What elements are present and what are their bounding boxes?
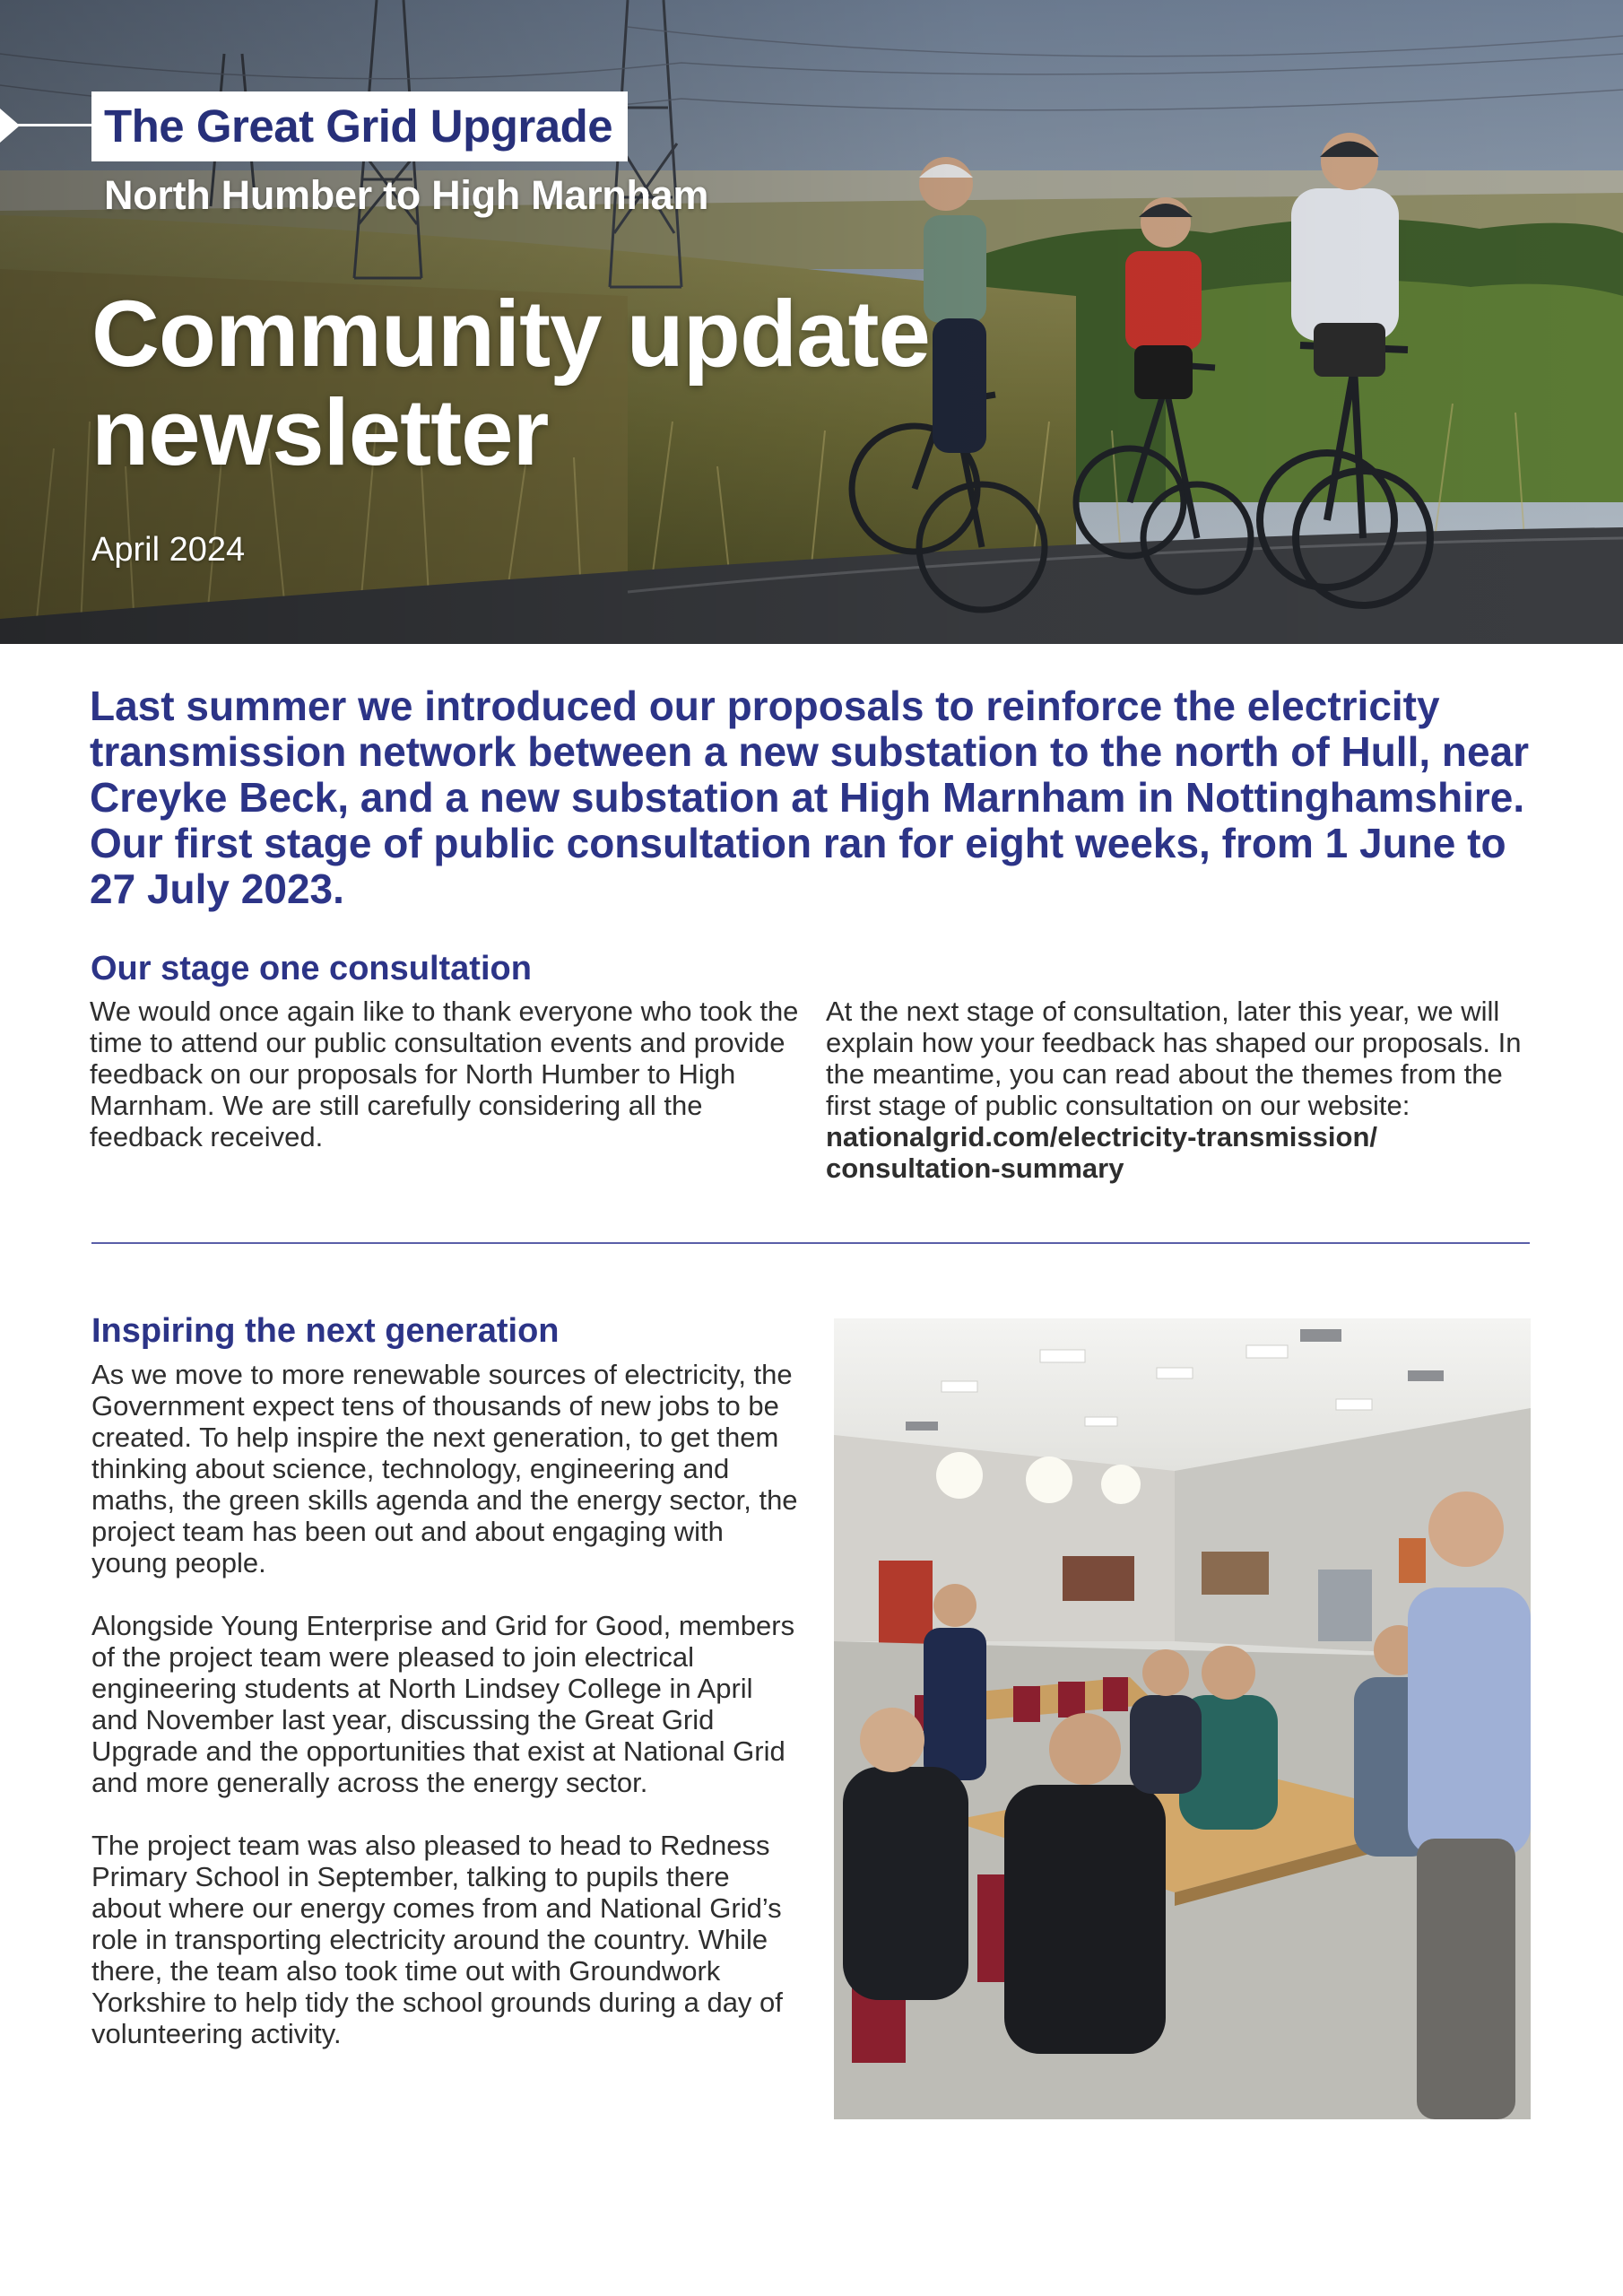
inspiring-paragraph-3: The project team was also pleased to head to Redness Primary School in September, talking to pupils there about where our energy comes from and National Grid’s role in transporting electricity around the country. While there, the team also took time out with Groundwork Yorkshire to help tidy the school grounds during a day of volunteering activity. bbox=[91, 1830, 783, 2049]
page-title bbox=[91, 282, 1078, 485]
inspiring-heading: Inspiring the next generation bbox=[91, 1312, 560, 1350]
brand-title: The Great Grid Upgrade bbox=[91, 91, 628, 161]
inspiring-paragraph-2: Alongside Young Enterprise and Grid for Good, members of the project team were pleased to join electrical engineering students at North Lindsey College in April and November last year, discussing the Great Grid Upgrade and the opportunities that exist at National Grid and more generally across the energy sector. bbox=[91, 1610, 795, 1798]
page-title-line-1: Community update bbox=[91, 282, 930, 387]
project-name: North Humber to High Marnham bbox=[104, 172, 709, 218]
classroom-photo bbox=[834, 1318, 1531, 2119]
consultation-link-line-1: nationalgrid.com/electricity-transmission/ bbox=[826, 1121, 1377, 1152]
consultation-link-line-2: consultation-summary bbox=[826, 1152, 1124, 1184]
consultation-summary-link[interactable] bbox=[826, 1121, 1539, 1184]
hero-banner bbox=[0, 0, 1623, 644]
page-title-line-2: newsletter bbox=[91, 380, 549, 485]
inspiring-column bbox=[91, 1359, 800, 2049]
intro-lead: Last summer we introduced our proposals to reinforce the electricity transmission network between a new substation to the north of Hull, near Creyke Beck, and a new substation at High Marnham in Nottinghamshire. Our first stage of public consultation ran for eight weeks, from 1 June to 27 July 2023. bbox=[90, 683, 1530, 912]
consultation-left-column bbox=[90, 996, 803, 1152]
consultation-right-column bbox=[826, 996, 1539, 1184]
consultation-right-paragraph: At the next stage of consultation, later this year, we will explain how your feedback has shaped our proposals. In the meantime, you can read about the themes from the first stage of public consultation on our website: bbox=[826, 996, 1522, 1121]
section-divider bbox=[91, 1242, 1530, 1244]
inspiring-paragraph-1: As we move to more renewable sources of electricity, the Government expect tens of thousands of new jobs to be created. To help inspire the next generation, to get them thinking about science, technology, engineering and maths, the green skills agenda and the energy sector, the project team has been out and about engaging with young people. bbox=[91, 1359, 798, 1578]
issue-date: April 2024 bbox=[91, 531, 246, 569]
consultation-left-paragraph: We would once again like to thank everyone who took the time to attend our public consultation events and provide feedback on our proposals for North Humber to High Marnham. We are still carefully considering all the feedback received. bbox=[90, 996, 799, 1152]
brand-arrow-icon bbox=[0, 109, 20, 143]
consultation-heading: Our stage one consultation bbox=[91, 950, 532, 987]
